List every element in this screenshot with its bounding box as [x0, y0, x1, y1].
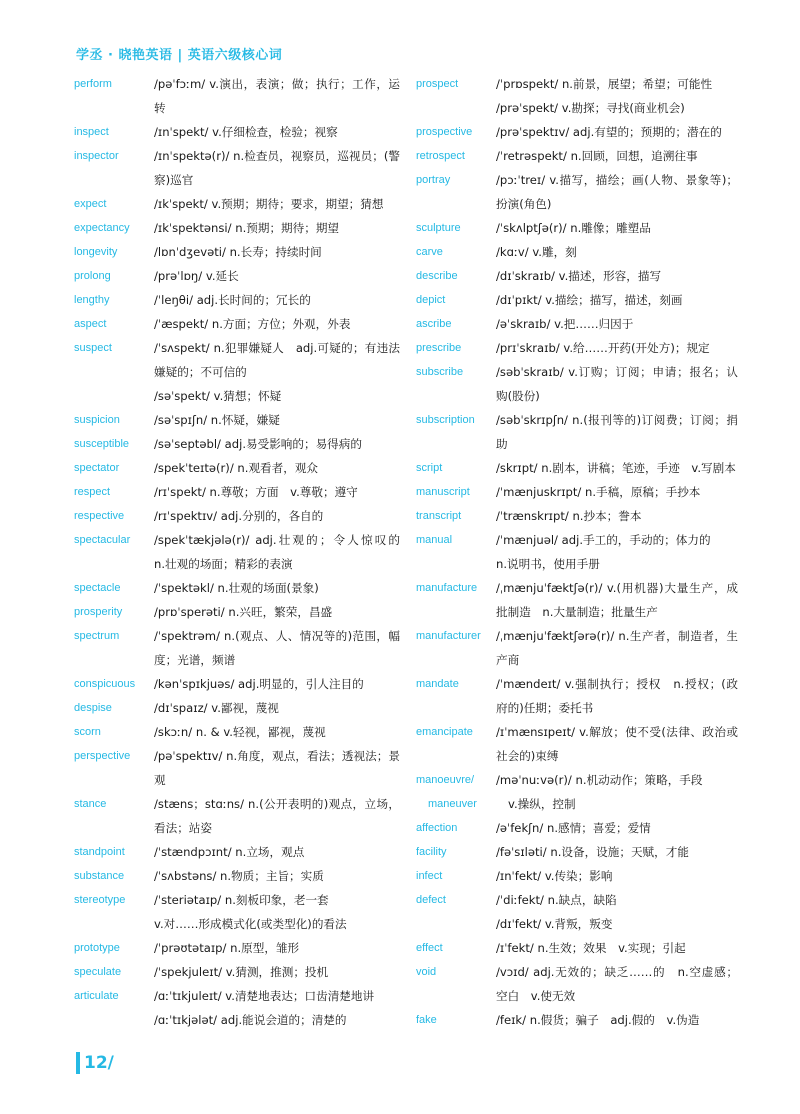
vocab-definition: /lɒnˈdʒevəti/ n.长寿；持续时间 [154, 245, 322, 259]
vocab-word: prolong [74, 270, 111, 282]
vocab-definition: /dɪˈfekt/ v.背叛，叛变 [496, 917, 613, 931]
vocab-entry [416, 216, 738, 240]
page-number-text: 12/ [84, 1053, 114, 1073]
vocab-definition: /ɪnˈspektə(r)/ n.检查员，视察员，巡视员；(警察)巡官 [154, 149, 400, 187]
vocab-definition: /ɪnˈfekt/ v.传染；影响 [496, 869, 613, 883]
vocab-definition: /məˈnuːvə(r)/ n.机动动作；策略，手段 [496, 773, 703, 787]
vocab-definition: v.对……形成模式化(或类型化)的看法 [154, 917, 347, 931]
vocab-entry [416, 456, 738, 480]
vocab-word: despise [74, 702, 112, 714]
vocab-entry [74, 384, 400, 408]
vocab-definition: /ɑːˈtɪkjələt/ adj.能说会道的；清楚的 [154, 1013, 347, 1027]
vocab-definition: /ˌmænjuˈfæktʃərə(r)/ n.生产者，制造者，生产商 [496, 629, 738, 667]
vocab-word: susceptible [74, 438, 130, 450]
vocab-word: ascribe [416, 318, 452, 330]
vocab-entry [416, 264, 738, 288]
vocab-entry [74, 624, 400, 672]
vocab-definition: /ɪˈfekt/ n.生效；效果 v.实现；引起 [496, 941, 686, 955]
vocab-definition: /ˈsʌbstəns/ n.物质；主旨；实质 [154, 869, 324, 883]
vocab-entry [74, 240, 400, 264]
header-title: 学丞 · 晓艳英语 | 英语六级核心词 [76, 48, 283, 63]
vocab-entry [74, 312, 400, 336]
vocab-word: fake [416, 1014, 437, 1026]
vocab-definition: /rɪˈspektɪv/ adj.分别的，各自的 [154, 509, 324, 523]
vocab-entry [416, 720, 738, 768]
vocab-word: infect [416, 870, 443, 882]
vocab-definition: /səbˈskrɪpʃn/ n.(报刊等的)订阅费；订阅；捐助 [496, 413, 738, 451]
vocab-word: respective [74, 510, 125, 522]
vocab-definition: /dɪˈspaɪz/ v.鄙视，蔑视 [154, 701, 279, 715]
vocab-entry [416, 624, 738, 672]
vocab-definition: /ˈspekjuleɪt/ v.猜测，推测；投机 [154, 965, 329, 979]
vocab-entry [74, 792, 400, 840]
vocab-definition: /ɪnˈspekt/ v.仔细检查，检验；视察 [154, 125, 338, 139]
vocab-word: transcript [416, 510, 462, 522]
vocab-definition: /ˈprɒspekt/ n.前景，展望；希望；可能性 [496, 77, 713, 91]
vocab-entry [74, 912, 400, 936]
vocab-definition: /ɑːˈtɪkjuleɪt/ v.清楚地表达；口齿清楚地讲 [154, 989, 375, 1003]
vocab-definition: /ˈleŋθi/ adj.长时间的；冗长的 [154, 293, 311, 307]
vocab-word: manuscript [416, 486, 470, 498]
vocab-definition: /prəˈspekt/ v.勘探；寻找(商业机会) [496, 101, 685, 115]
vocab-definition: /prɪˈskraɪb/ v.给……开药(开处方)；规定 [496, 341, 710, 355]
vocab-word: sculpture [416, 222, 461, 234]
vocab-definition: /əˈfekʃn/ n.感情；喜爱；爱情 [496, 821, 651, 835]
vocab-entry [74, 144, 400, 192]
vocab-entry [74, 984, 400, 1008]
vocab-entry [74, 528, 412, 576]
vocab-definition: /kənˈspɪkjuəs/ adj.明显的，引人注目的 [154, 677, 364, 691]
vocab-word: expectancy [74, 222, 130, 234]
vocab-entry [416, 840, 738, 864]
vocab-entry [74, 720, 400, 744]
vocab-entry [416, 936, 738, 960]
vocab-definition: /ˈmændeɪt/ v.强制执行；授权 n.授权；(政府的)任期；委托书 [496, 677, 738, 715]
vocab-entry [416, 312, 738, 336]
vocab-definition: /ˈspektəkl/ n.壮观的场面(景象) [154, 581, 319, 595]
vocab-entry [416, 120, 738, 144]
vocab-word: conspicuous [74, 678, 136, 690]
vocab-entry [416, 792, 738, 816]
vocab-word: speculate [74, 966, 122, 978]
vocab-definition: /spekˈtækjələ(r)/ adj.壮观的；令人惊叹的 n.壮观的场面；精彩的表演 [154, 533, 412, 571]
vocab-entry [416, 240, 738, 264]
vocab-definition: /əˈskraɪb/ v.把……归因于 [496, 317, 634, 331]
vocab-definition: /skɔːn/ n. & v.轻视，鄙视，蔑视 [154, 725, 326, 739]
vocab-word: carve [416, 246, 443, 258]
vocab-entry [74, 744, 400, 792]
vocab-definition: /kɑːv/ v.雕，刻 [496, 245, 577, 259]
vocab-definition: /ˈtrænskrɪpt/ n.抄本；誊本 [496, 509, 642, 523]
vocab-word: prospect [416, 78, 459, 90]
vocab-entry [416, 912, 738, 936]
vocab-word: subscribe [416, 366, 464, 378]
vocab-definition: /ɪkˈspekt/ v.预期；期待；要求，期望；猜想 [154, 197, 384, 211]
vocab-entry [74, 960, 400, 984]
vocab-entry [74, 936, 400, 960]
vocab-entry [416, 288, 738, 312]
vocab-definition: n.说明书，使用手册 [496, 557, 600, 571]
vocab-definition: /rɪˈspekt/ n.尊敬；方面 v.尊敬；遵守 [154, 485, 358, 499]
vocab-entry [74, 1008, 400, 1032]
vocab-definition: /ˈskʌlptʃə(r)/ n.雕像；雕塑品 [496, 221, 651, 235]
vocab-entry [74, 576, 400, 600]
vocab-definition: /ˈmænjuskrɪpt/ n.手稿，原稿；手抄本 [496, 485, 701, 499]
vocab-entry [74, 696, 400, 720]
vocab-word: prosperity [74, 606, 123, 618]
vocab-definition: /ˈsteriətaɪp/ n.刻板印象，老一套 [154, 893, 329, 907]
vocab-entry [416, 504, 738, 528]
vocab-entry [74, 456, 400, 480]
vocab-word: script [416, 462, 443, 474]
vocab-word: standpoint [74, 846, 125, 858]
vocab-word: maneuver [428, 798, 477, 810]
vocab-definition: /ˈmænjuəl/ adj.手工的，手动的；体力的 [496, 533, 711, 547]
vocab-definition: /ˈdiːfekt/ n.缺点，缺陷 [496, 893, 617, 907]
vocab-word: perspective [74, 750, 131, 762]
vocab-definition: /ɪkˈspektənsi/ n.预期；期待；期望 [154, 221, 340, 235]
vocab-word: longevity [74, 246, 118, 258]
vocab-entry [74, 672, 400, 696]
vocab-entry [74, 216, 400, 240]
vocab-word: lengthy [74, 294, 110, 306]
vocab-entry [74, 408, 400, 432]
vocab-word: subscription [416, 414, 475, 426]
vocab-word: manoeuvre/ [416, 774, 475, 786]
vocab-entry [416, 576, 738, 624]
vocab-word: articulate [74, 990, 119, 1002]
vocab-definition: /prəˈspektɪv/ adj.有望的；预期的；潜在的 [496, 125, 722, 139]
vocab-entry [416, 408, 738, 456]
vocab-definition: /ɪˈmænsɪpeɪt/ v.解放；使不受(法律、政治或社会的)束缚 [496, 725, 738, 763]
vocab-definition: /ˈsʌspekt/ n.犯罪嫌疑人 adj.可疑的；有违法嫌疑的；不可信的 [154, 341, 400, 379]
vocab-definition: /ˈprəʊtətaɪp/ n.原型，雏形 [154, 941, 300, 955]
page-number [76, 1052, 114, 1074]
vocab-entry [416, 552, 738, 576]
vocab-entry [74, 600, 400, 624]
vocab-word: suspect [74, 342, 112, 354]
vocab-definition: /səˈspɪʃn/ n.怀疑，嫌疑 [154, 413, 280, 427]
vocab-word: prospective [416, 126, 473, 138]
vocab-word: aspect [74, 318, 107, 330]
vocab-word: manufacturer [416, 630, 481, 642]
vocab-word: suspicion [74, 414, 120, 426]
vocab-word: inspect [74, 126, 109, 138]
vocab-entry [74, 120, 400, 144]
vocab-word: portray [416, 174, 451, 186]
left-column [74, 72, 412, 1032]
vocab-entry [416, 336, 738, 360]
vocab-entry [74, 264, 400, 288]
vocab-entry [416, 672, 738, 720]
vocab-definition: /səbˈskraɪb/ v.订购；订阅；申请；报名；认购(股份) [496, 365, 738, 403]
vocab-entry [416, 768, 738, 792]
vocab-definition: /ˈretrəspekt/ n.回顾，回想，追溯往事 [496, 149, 698, 163]
vocab-entry [416, 96, 738, 120]
vocab-word: expect [74, 198, 107, 210]
vocab-definition: /pɔːˈtreɪ/ v.描写，描绘；画(人物、景象等)；扮演(角色) [496, 173, 738, 211]
vocab-word: spectacle [74, 582, 121, 594]
vocab-definition: /vɔɪd/ adj.无效的；缺乏……的 n.空虚感；空白 v.使无效 [496, 965, 738, 1003]
vocab-entry [74, 288, 400, 312]
vocab-word: defect [416, 894, 446, 906]
vocab-entry [74, 432, 400, 456]
vocab-definition: /dɪˈskraɪb/ v.描述，形容，描写 [496, 269, 662, 283]
vocab-word: describe [416, 270, 458, 282]
vocab-definition: /səˈseptəbl/ adj.易受影响的；易得病的 [154, 437, 362, 451]
vocab-word: void [416, 966, 437, 978]
vocab-entry [74, 840, 400, 864]
vocab-entry [74, 888, 400, 912]
vocab-word: retrospect [416, 150, 465, 162]
vocab-word: spectator [74, 462, 120, 474]
vocab-definition: v.操纵，控制 [508, 797, 576, 811]
vocab-entry [74, 480, 400, 504]
vocab-word: respect [74, 486, 111, 498]
vocab-entry [416, 360, 738, 408]
vocab-definition: /pəˈspektɪv/ n.角度，观点，看法；透视法；景观 [154, 749, 400, 787]
vocab-definition: /fəˈsɪləti/ n.设备，设施；天赋，才能 [496, 845, 689, 859]
right-column [416, 72, 738, 1032]
vocab-entry [416, 168, 738, 216]
vocab-word: facility [416, 846, 447, 858]
vocab-entry [74, 336, 400, 384]
vocab-word: inspector [74, 150, 119, 162]
vocab-definition: /dɪˈpɪkt/ v.描绘；描写，描述，刻画 [496, 293, 683, 307]
vocab-definition: /skrɪpt/ n.剧本，讲稿；笔迹，手迹 v.写剧本 [496, 461, 736, 475]
vocab-entry [416, 144, 738, 168]
vocab-word: prescribe [416, 342, 462, 354]
vocab-entry [74, 504, 400, 528]
vocab-word: spectrum [74, 630, 120, 642]
vocab-entry [416, 960, 738, 1008]
vocab-word: perform [74, 78, 112, 90]
vocab-word: prototype [74, 942, 120, 954]
vocab-entry [416, 864, 738, 888]
vocab-word: spectacular [74, 534, 131, 546]
vocab-word: depict [416, 294, 446, 306]
vocab-definition: /səˈspekt/ v.猜想；怀疑 [154, 389, 282, 403]
vocab-entry [74, 72, 400, 120]
vocab-definition: /stæns；stɑːns/ n.(公开表明的)观点，立场，看法；站姿 [154, 797, 400, 835]
vocab-word: mandate [416, 678, 459, 690]
vocab-definition: /prɒˈsperəti/ n.兴旺，繁荣，昌盛 [154, 605, 333, 619]
vocab-definition: /ˈæspekt/ n.方面；方位；外观，外表 [154, 317, 351, 331]
vocab-entry [416, 888, 738, 912]
vocab-word: manual [416, 534, 453, 546]
vocab-definition: /pəˈfɔːm/ v.演出，表演；做；执行；工作，运转 [154, 77, 400, 115]
vocab-definition: /ˈspektrəm/ n.(观点、人、情况等的)范围，幅度；光谱，频谱 [154, 629, 400, 667]
vocab-entry [416, 1008, 738, 1032]
vocab-entry [416, 528, 738, 552]
page-bar-decoration [76, 1052, 80, 1074]
vocab-word: emancipate [416, 726, 473, 738]
vocab-word: manufacture [416, 582, 478, 594]
vocab-definition: /spekˈteɪtə(r)/ n.观看者，观众 [154, 461, 319, 475]
vocab-entry [74, 192, 400, 216]
vocab-definition: /ˈstændpɔɪnt/ n.立场，观点 [154, 845, 305, 859]
vocab-definition: /feɪk/ n.假货；骗子 adj.假的 v.伪造 [496, 1013, 700, 1027]
vocab-word: substance [74, 870, 125, 882]
vocab-entry [416, 480, 738, 504]
vocab-word: stance [74, 798, 107, 810]
vocab-word: scorn [74, 726, 101, 738]
vocab-entry [416, 72, 738, 96]
vocab-definition: /ˌmænjuˈfæktʃə(r)/ v.(用机器)大量生产，成批制造 n.大量制造；批量生产 [496, 581, 738, 619]
vocab-word: affection [416, 822, 458, 834]
vocab-word: effect [416, 942, 443, 954]
vocab-word: stereotype [74, 894, 126, 906]
vocab-entry [74, 864, 400, 888]
vocab-entry [416, 816, 738, 840]
vocab-definition: /prəˈlɒŋ/ v.延长 [154, 269, 239, 283]
